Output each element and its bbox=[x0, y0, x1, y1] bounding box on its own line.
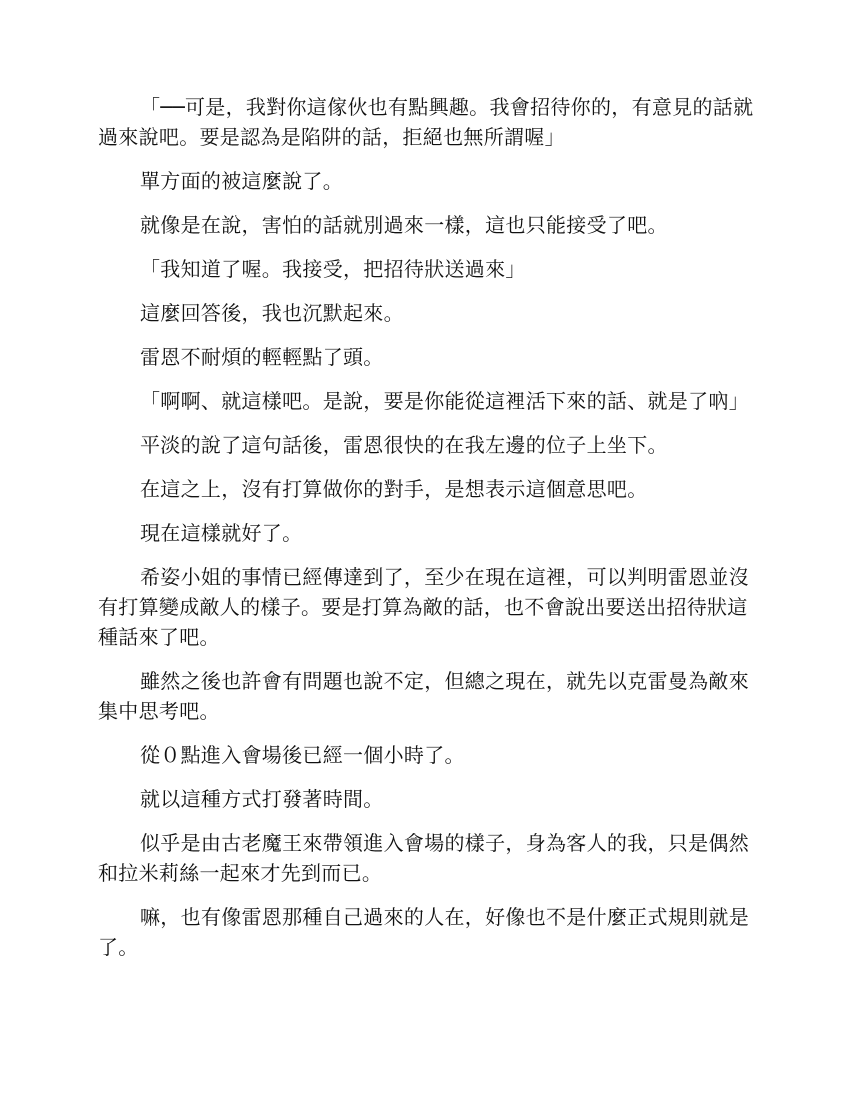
paragraph: 單方面的被這麼說了。 bbox=[140, 169, 343, 193]
paragraph: 雖然之後也許會有問題也說不定，但總之現在，就先以克雷曼為敵來集中思考吧。 bbox=[98, 669, 749, 723]
paragraph: 嘛，也有像雷恩那種自己過來的人在，好像也不是什麼正式規則就是了。 bbox=[98, 905, 749, 959]
paragraph: 似乎是由古老魔王來帶領進入會場的樣子，身為客人的我，只是偶然和拉米莉絲一起來才先到而已。 bbox=[98, 831, 749, 885]
paragraph: 平淡的說了這句話後，雷恩很快的在我左邊的位子上坐下。 bbox=[140, 433, 668, 457]
paragraph: 就像是在說，害怕的話就別過來一樣，這也只能接受了吧。 bbox=[140, 213, 668, 237]
paragraph: 「啊啊、就這樣吧。是說，要是你能從這裡活下來的話、就是了吶」 bbox=[140, 389, 749, 413]
paragraph: 現在這樣就好了。 bbox=[140, 521, 303, 545]
document-page bbox=[98, 92, 754, 976]
paragraph: 「我知道了喔。我接受，把招待狀送過來」 bbox=[140, 257, 526, 281]
paragraph: 就以這種方式打發著時間。 bbox=[140, 787, 384, 811]
paragraph: 雷恩不耐煩的輕輕點了頭。 bbox=[140, 345, 384, 369]
paragraph: 這麼回答後，我也沉默起來。 bbox=[140, 301, 404, 325]
paragraph: 「──可是，我對你這傢伙也有點興趣。我會招待你的，有意見的話就過來說吧。要是認為是陷阱的話，拒絕也無所謂喔」 bbox=[98, 95, 754, 149]
paragraph: 在這之上，沒有打算做你的對手，是想表示這個意思吧。 bbox=[140, 477, 648, 501]
paragraph: 希姿小姐的事情已經傳達到了，至少在現在這裡，可以判明雷恩並沒有打算變成敵人的樣子。要是打算為敵的話，也不會說出要送出招待狀這種話來了吧。 bbox=[98, 565, 749, 649]
paragraph: 從０點進入會場後已經一個小時了。 bbox=[140, 743, 465, 767]
